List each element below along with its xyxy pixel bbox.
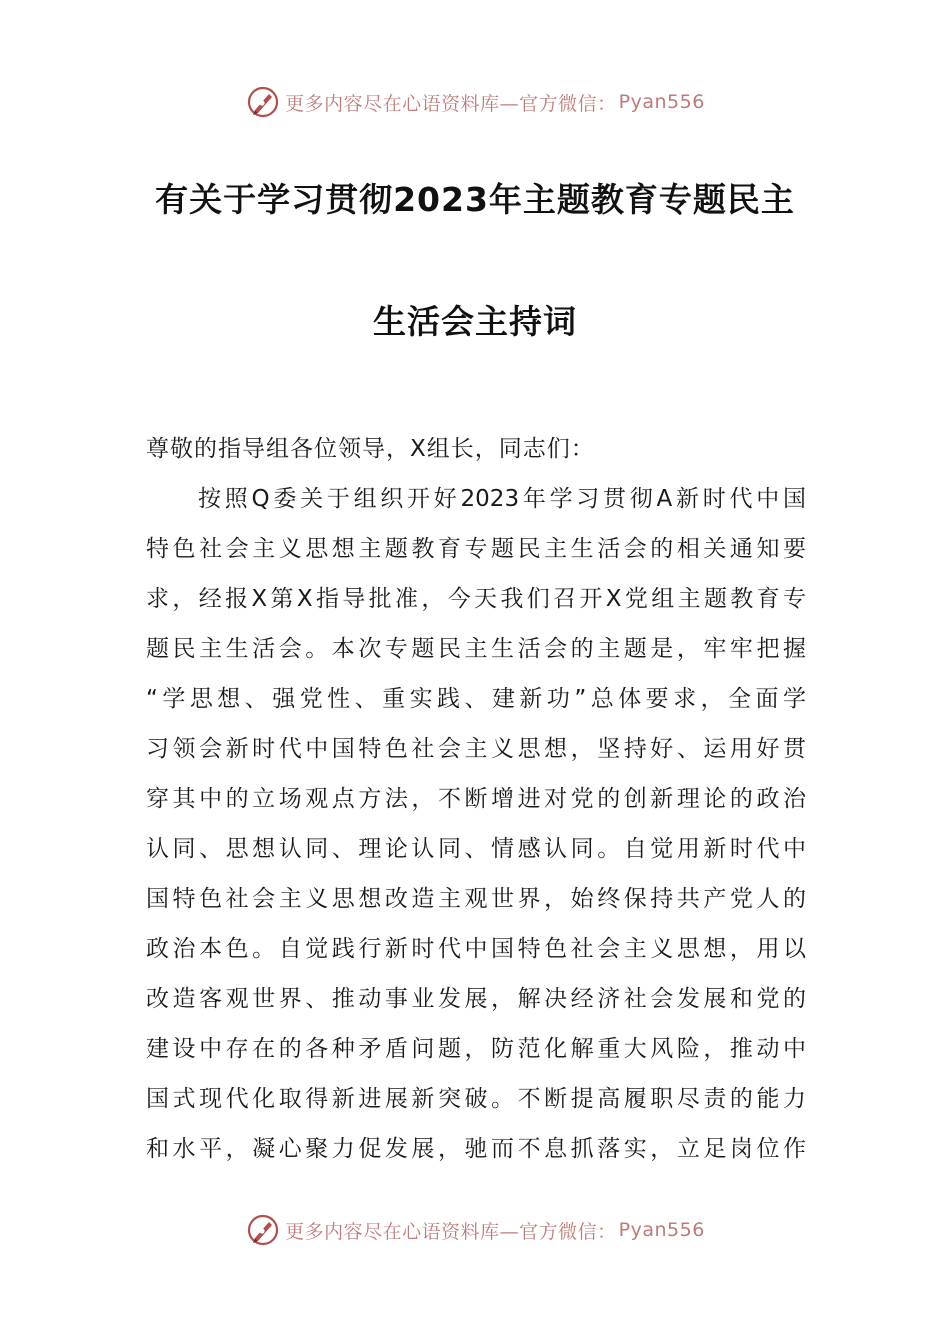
paragraph-line: 按照Q委关于组织开好2023年学习贯彻A新时代中国 <box>198 486 806 512</box>
watermark-header <box>0 82 950 122</box>
paragraph-line: 认同、思想认同、理论认同、情感认同。自觉用新时代中 <box>146 836 806 862</box>
paragraph-line: 习领会新时代中国特色社会主义思想，坚持好、运用好贯 <box>146 736 806 762</box>
watermark-footer <box>0 1210 950 1250</box>
document-title-line1: 有关于学习贯彻2023年主题教育专题民主 <box>155 180 795 219</box>
salutation: 尊敬的指导组各位领导，X组长，同志们： <box>146 436 595 462</box>
watermark-wechat-id: Pyan556 <box>618 1219 705 1241</box>
document-title-line2: 生活会主持词 <box>373 302 577 341</box>
pen-logo-icon <box>245 84 281 120</box>
paragraph-line: 改造客观世界、推动事业发展，解决经济社会发展和党的 <box>146 986 806 1012</box>
paragraph-line: 求，经报X第X指导批准，今天我们召开X党组主题教育专 <box>146 586 806 612</box>
watermark-wechat-id: Pyan556 <box>618 91 705 113</box>
paragraph-line: 特色社会主义思想主题教育专题民主生活会的相关通知要 <box>146 536 806 562</box>
paragraph-line: 国式现代化取得新进展新突破。不断提高履职尽责的能力 <box>146 1086 806 1112</box>
paragraph-line: 题民主生活会。本次专题民主生活会的主题是，牢牢把握 <box>146 636 806 662</box>
pen-logo-icon <box>245 1212 281 1248</box>
paragraph-line: 穿其中的立场观点方法，不断增进对党的创新理论的政治 <box>146 786 806 812</box>
paragraph-line: 国特色社会主义思想改造主观世界，始终保持共产党人的 <box>146 886 806 912</box>
paragraph-line: 建设中存在的各种矛盾问题，防范化解重大风险，推动中 <box>146 1036 806 1062</box>
paragraph-line: “学思想、强党性、重实践、建新功”总体要求，全面学 <box>146 686 806 712</box>
paragraph-line: 和水平，凝心聚力促发展，驰而不息抓落实，立足岗位作 <box>146 1136 806 1162</box>
paragraph-line: 政治本色。自觉践行新时代中国特色社会主义思想，用以 <box>146 936 806 962</box>
watermark-text: 更多内容尽在心语资料库—官方微信： <box>285 92 617 115</box>
watermark-text: 更多内容尽在心语资料库—官方微信： <box>285 1220 617 1243</box>
